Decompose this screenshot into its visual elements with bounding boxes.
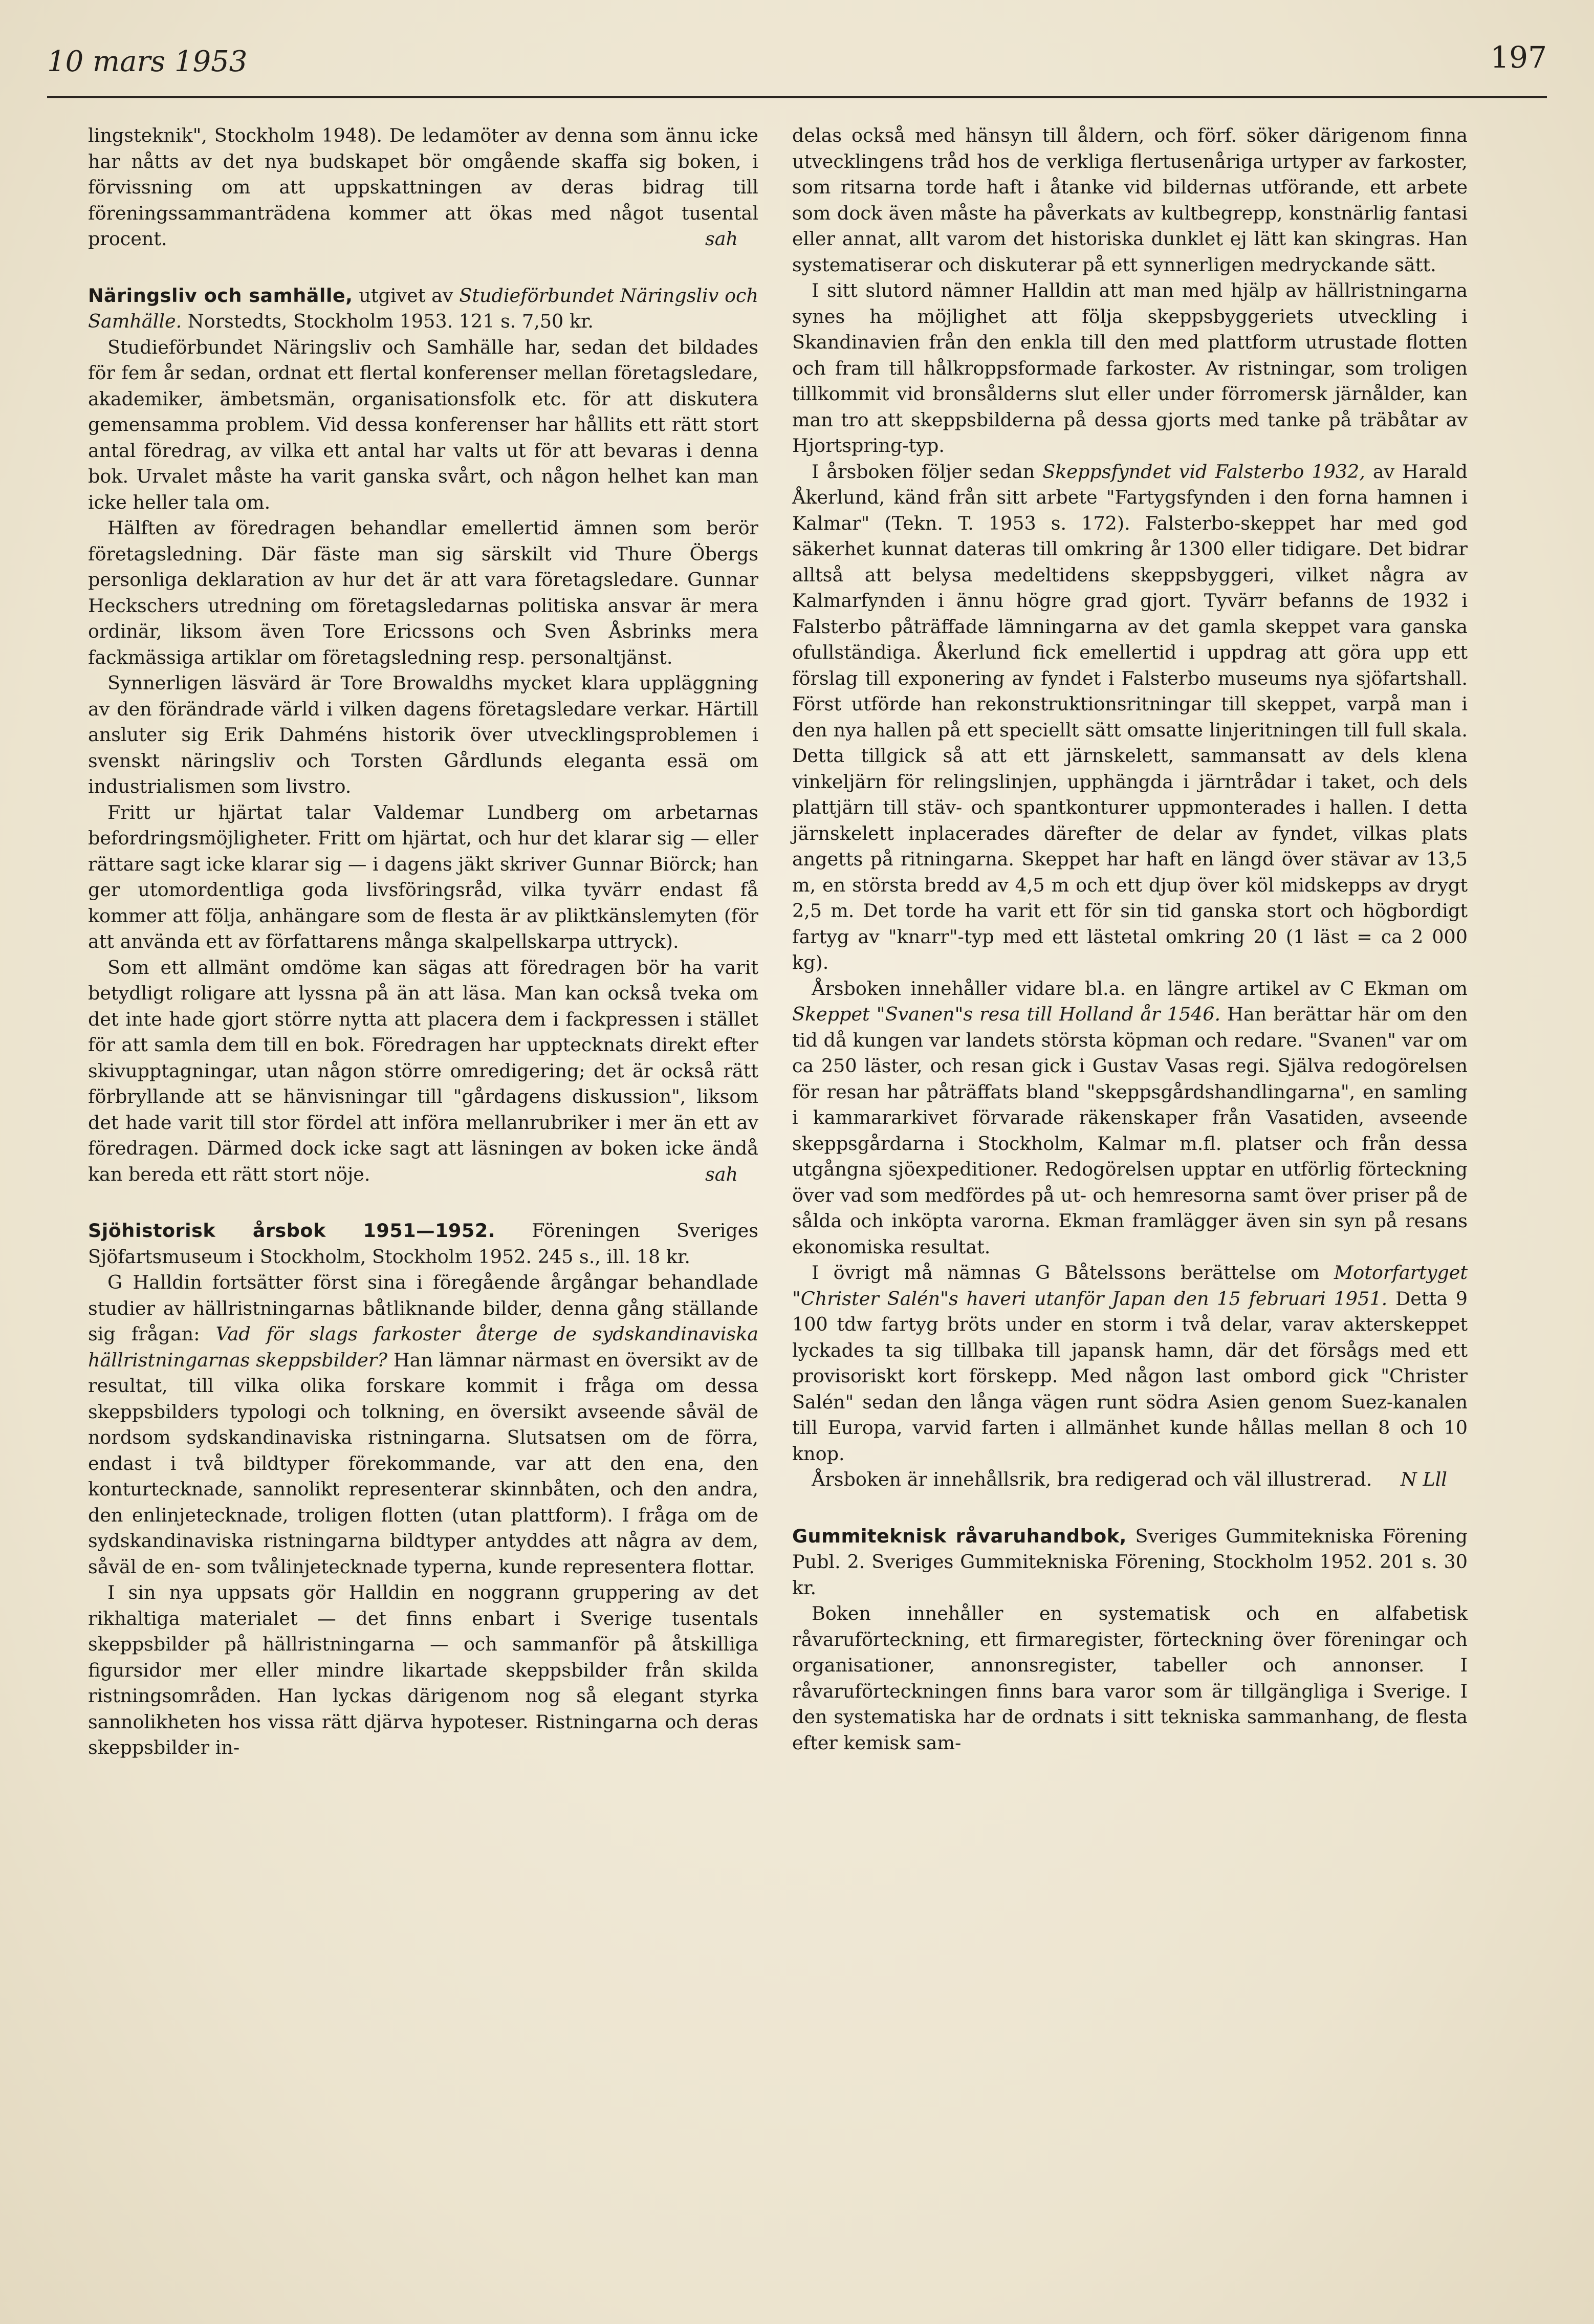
publication-details: Sveriges Gummitekniska Förening Publ. 2. Sveriges Gummitekniska Förening, Stockholm 1952. 201 s. 30 kr. (792, 1525, 1468, 1599)
article-title: Motorfartyget "Christer Salén"s haveri utanför Japan den 15 februari 1951. (792, 1262, 1468, 1310)
body-text: av Harald Åkerlund, känd från sitt arbete "Fartygsfynden i den forna hamnen i Kalmar" (Tekn. T. 1953 s. 172). Falsterbo-skeppet har med god säkerhet kunnat dateras till omkring år 1300 eller tidigare. Det bidrar alltså att belysa medeltidens skeppsbyggeri, vilket några av Kalmarfynden i ännu högre grad gjort. Tyvärr befanns de 1932 i Falsterbo påträffade lämningarna av det gamla skeppet vara ganska ofullständiga. Åkerlund fick emellertid i uppdrag att göra upp ett förslag till exponering av fyndet i Falsterbo museums nya sjöfartshall. Först utförde han rekonstruktionsritningar till skeppet, varpå man i den nya hallen på ett speciellt sätt omsatte linjeritningen till full skala. Detta tillgick så att ett järnskelett, sammansatt av dels klena vinkeljärn för relingslinjen, upphängda i järntrådar i taket, och dels plattjärn till stäv- och spantkonturer uppmonterades i hallen. I detta järnskelett inplacerades därefter de delar av fyndet, vilkas plats angetts på ritningarna. Skeppet har haft en längd över stävar av 13,5 m, en största bredd av 4,5 m och ett djup över köl midskepps av drygt 2,5 m. Det torde ha varit ett för sin tid ganska stort och högbordigt fartyg av "knarr"-typ med ett lästetal omkring 20 (1 läst = ca 2 000 kg). (792, 460, 1468, 973)
review-heading (792, 1524, 1468, 1601)
body-paragraph: delas också med hänsyn till åldern, och förf. söker därigenom finna utvecklingens tråd hos de verkliga flertusenåriga urtyper av farkoster, som ritsarna torde haft i åtanke vid bildernas utförande, ett arbete som dock även måste ha påverkats av kultbegrepp, konstnärlig fantasi eller annat, allt varom det historiska dunklet ej lätt kan skingras. Han systematiserar och diskuterar på ett synnerligen medryckande sätt. (792, 124, 1468, 276)
review-naringsliv (88, 283, 758, 1188)
review-signature: N Lll (1400, 1468, 1447, 1490)
body-text: Han lämnar närmast en översikt av de resultat, till vilka olika forskare kommit i fråga om dessa skeppsbilders typologi och tolkning, en översikt avseende såväl de nordsom sydskandinaviska ristningarna. Slutsatsen om de förra, endast i två bildtyper förekommande, var att den ena, den konturtecknade, sannolikt representerar skinnbåten, och den andra, den enlinjetecknade, troligen flotten (utan plattform). I fråga om de sydskandinaviska ristningarna bildtyper antyddes att några av dem, såväl de en- som tvålinjetecknade typerna, kunde representera flottar. (88, 1349, 759, 1578)
book-title: Sjöhistorisk årsbok 1951—1952. (88, 1220, 496, 1242)
body-paragraph (792, 976, 1468, 1261)
article-title: Skeppsfyndet vid Falsterbo 1932, (1042, 460, 1365, 483)
review-heading (88, 283, 758, 335)
publisher-italic: Studieförbundet Näringsliv och Samhälle. (88, 284, 758, 332)
left-column (88, 123, 758, 1761)
body-text: Årsboken är innehållsrik, bra redigerad och väl illustrerad. (812, 1468, 1372, 1490)
publication-details: Norstedts, Stockholm 1953. 121 s. 7,50 kr. (182, 310, 594, 332)
book-title: Näringsliv och samhälle, (88, 284, 353, 307)
article-title: Skeppet "Svanen"s resa till Holland år 1546. (792, 1003, 1221, 1025)
header-rule (47, 96, 1547, 98)
review-gummiteknisk (792, 1524, 1468, 1756)
body-paragraph: Fritt ur hjärtat talar Valdemar Lundberg om arbetarnas befordringsmöjligheter. Fritt om hjärtat, och hur det klarar sig — eller rättare sagt icke klarar sig — i dagens jäkt skriver Gunnar Biörck; han ger utomordentliga goda livsföringsråd, vilka tyvärr endast få kommer att följa, anhängare som de flesta är av pliktkänslemyten (för att använda ett av författarens många skalpellskarpa uttryck). (88, 801, 758, 952)
intro-text: lingsteknik", Stockholm 1948). De ledamöter av denna som ännu icke har nåtts av det nya budskapet bör omgående skaffa sig boken, i förvissning om att uppskattningen av deras bidrag till föreningssammanträdena kommer att ökas med något tusental procent. (88, 124, 758, 250)
review-heading (88, 1218, 758, 1270)
page-number: 197 (1490, 40, 1547, 75)
review-signature: sah (705, 1163, 738, 1185)
body-paragraph (88, 1270, 758, 1580)
issue-date: 10 mars 1953 (47, 45, 248, 78)
italic-question: Vad för slags farkoster återge de sydskandinaviska hällristningarnas skeppsbilder? (88, 1323, 759, 1371)
running-head (47, 31, 1547, 92)
intro-signature: sah (705, 228, 738, 250)
intro-continuation (88, 123, 758, 252)
right-column (792, 123, 1468, 1756)
body-text: I övrigt må nämnas G Båtelssons berättelse om (812, 1262, 1334, 1284)
body-text: Detta 9 100 tdw fartyg bröts under en storm i två delar, varav akterskeppet lyckades ta sig tillbaka till japansk hamn, där det försågs med ett provisoriskt kort förskepp. Med någon last ombord gick "Christer Salén" sedan den långa vägen runt södra Asien genom Suez-kanalen till Europa, varvid farten i allmänhet kunde hållas mellan 8 och 10 knop. (792, 1287, 1468, 1465)
body-paragraph: Boken innehåller en systematisk och en alfabetisk råvaruförteckning, ett firmaregister, förteckning över föreningar och organisationer, annonsregister, tabeller och annonser. I råvaruförteckningen finns bara varor som är tillgängliga i Sverige. I den systematiska har de ordnats i sitt tekniska sammanhang, de flesta efter kemisk sam- (792, 1602, 1468, 1754)
intro-paragraph (88, 123, 758, 252)
body-paragraph: I sin nya uppsats gör Halldin en noggrann gruppering av det rikhaltiga materialet — det finns enbart i Sverige tusentals skeppsbilder på hällristningarna — och sammanför på åtskilliga figursidor mer eller mindre likartade skeppsbilder från skilda ristningsområden. Han lyckas därigenom nog så elegant styrka sannolikheten hos vissa rätt djärva hypoteser. Ristningarna och deras skeppsbilder in- (88, 1581, 758, 1758)
body-paragraph (792, 1260, 1468, 1467)
body-text: Han berättar här om den tid då kungen var landets största köpman och redare. "Svanen" var om ca 250 läster, och resan gick i Gustav Vasas regi. Själva redogörelsen för resan har påträffats bland "skeppsgårdshandlingarna", en samling i kammararkivet förvarade räkenskaper från Vasatiden, avseende skeppsgårdarna i Stockholm, Kalmar m.fl. platser och från dessa utgångna sjöexpeditioner. Redogörelsen upptar en utförlig förteckning över vad som medfördes på ut- och hemresorna samt över priser på de sålda och inköpta varorna. Ekman framlägger även sin syn på resans ekonomiska resultat. (792, 1003, 1468, 1258)
body-paragraph: I sitt slutord nämner Halldin att man med hjälp av hällristningarna synes ha möjlighet att följa skeppsbyggeriets utveckling i Skandinavien från den enkla till den med plattform utrustade flotten och fram till hålkroppsformade farkoster. Av ristningar, som troligen tillkommit vid bronsålderns slut eller under förromersk järnålder, kan man tro att skeppsbilderna på dessa gjorts med tanke på träbåtar av Hjortspring-typ. (792, 279, 1468, 457)
body-paragraph: Studieförbundet Näringsliv och Samhälle har, sedan det bildades för fem år sedan, ordnat ett flertal konferenser mellan företagsledare, akademiker, ämbetsmän, organisationsfolk etc. för att diskutera gemensamma problem. Vid dessa konferenser har hållits ett rätt stort antal föredrag, av vilka ett antal har valts ut för att bevaras i denna bok. Urvalet måste ha varit ganska svårt, och någon helhet kan man icke heller tala om. (88, 336, 758, 513)
review-sjohistorisk (88, 1218, 758, 1761)
publisher-text: utgivet av (353, 284, 460, 307)
publication-details: Föreningen Sveriges Sjöfartsmuseum i Stockholm, Stockholm 1952. 245 s., ill. 18 kr. (88, 1220, 758, 1268)
body-paragraph (88, 955, 758, 1188)
body-text: I årsboken följer sedan (812, 460, 1043, 483)
body-text: G Halldin fortsätter först sina i föregående årgångar behandlade studier av hällristningarnas båtliknande bilder, denna gång ställande sig frågan: (88, 1271, 758, 1345)
body-text: Som ett allmänt omdöme kan sägas att föredragen bör ha varit betydligt roligare att lyssna på än att läsa. Man kan också tveka om det inte hade gjort större nytta att placera dem i fackpressen i stället för att samla dem till en bok. Föredragen har upptecknats direkt efter skivupptagningar, utan någon större omredigering; det är också rätt förbryllande att se hänvisningar till "gårdagens diskussion", liksom det hade varit till stor fördel att införa mellanrubriker i mer än ett av föredragen. Därmed dock icke sagt att läsningen av boken icke ändå kan bereda ett rätt stort nöje. (88, 956, 758, 1185)
body-paragraph (792, 1467, 1468, 1493)
body-text: Årsboken innehåller vidare bl.a. en längre artikel av C Ekman om (812, 977, 1468, 1000)
body-paragraph: Synnerligen läsvärd är Tore Browaldhs mycket klara uppläggning av den förändrade värld i vilken dagens företagsledare verkar. Härtill ansluter sig Erik Dahméns historik över utvecklingsproblemen i svenskt näringsliv och Torsten Gårdlunds eleganta essä om industrialismen som livstro. (88, 672, 758, 797)
book-title: Gummiteknisk råvaruhandbok, (792, 1525, 1127, 1547)
body-paragraph: Hälften av föredragen behandlar emellertid ämnen som berör företagsledning. Där fäste man sig särskilt vid Thure Öbergs personliga deklaration av hur det är att vara företagsledare. Gunnar Heckschers utredning om företagsledarnas politiska ansvar är mera ordinär, liksom även Tore Ericssons och Sven Åsbrinks mera fackmässiga artiklar om företagsledning resp. personaltjänst. (88, 517, 758, 668)
body-paragraph (792, 459, 1468, 976)
